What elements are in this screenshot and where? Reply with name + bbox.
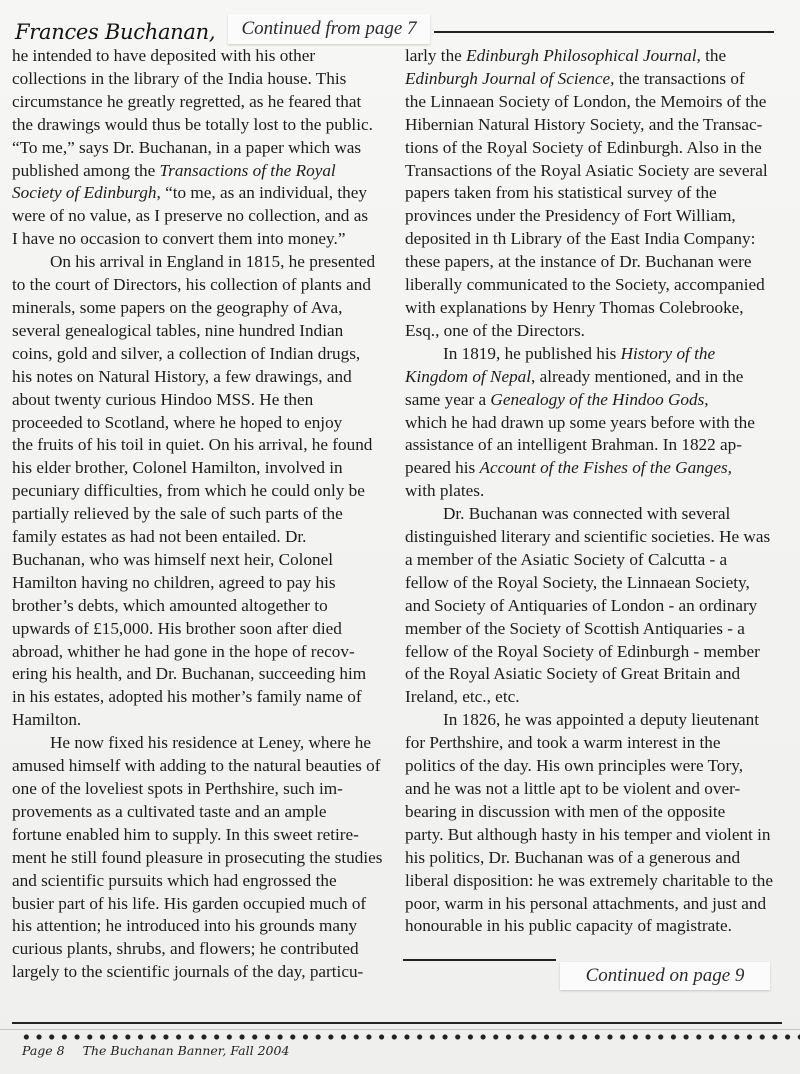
article-title: Frances Buchanan, [15,20,216,44]
text-line: which he had drawn up some years before with the [405,412,755,432]
text-line: his elder brother, Colonel Hamilton, involved in [12,458,343,478]
text-line: upwards of £15,000. His brother soon after died [12,618,342,638]
text-line: papers taken from his statistical survey of the [405,183,717,203]
text-line: larly the Edinburgh Philosophical Journal, the [405,46,727,65]
text-line: the Linnaean Society of London, the Memoirs of the [405,91,767,111]
text-line: for Perthshire, and took a warm interest in the [405,733,721,753]
text-line: I have no occasion to convert them into money.” [12,229,346,249]
text-line: to the court of Directors, his collection of plants and [12,275,371,295]
continued-rule [403,959,556,961]
text-line: bearing in discussion with men of the opposite [405,801,726,821]
text-line: He now fixed his residence at Leney, where he [50,733,372,753]
header-rule [434,31,774,33]
text-line: In 1819, he published his History of the [443,343,716,363]
text-line: brother’s debts, which amounted altogether to [12,595,328,615]
text-line: politics of the day. His own principles were Tory, [405,756,744,776]
text-line: published among the Transactions of the Royal [12,160,336,180]
continued-from-label: Continued from page 7 [228,14,430,44]
text-line: Hamilton. [12,710,82,730]
text-line: busier part of his life. His garden occupied much of [12,893,367,913]
text-line: provements as a cultivated taste and an ample [12,801,327,821]
text-line: collections in the library of the India house. This [12,68,347,88]
text-line: several genealogical tables, nine hundred Indian [12,320,344,340]
text-line: fellow of the Royal Society, the Linnaean Society, [405,572,750,592]
text-line: coins, gold and silver, a collection of Indian drugs, [12,343,361,363]
text-line: tions of the Royal Society of Edinburgh. Also in the [405,137,762,157]
italic-title: Kingdom of Nepal [405,366,532,386]
text-line: On his arrival in England in 1815, he presented [50,252,376,272]
text-line: a member of the Asiatic Society of Calcutta - a [405,549,728,569]
italic-title: Edinburgh Journal of Science, [405,68,615,88]
text-line: his attention; he introduced into his grounds many [12,916,358,936]
text-line: in his estates, adopted his mother’s family name of [12,687,362,707]
footer-rule [12,1022,782,1024]
text-line: and he was not a little apt to be violent and over- [405,779,741,798]
text-line: distinguished literary and scientific societies. He was [405,527,771,547]
text-line: peared his Account of the Fishes of the Ganges, [405,458,732,478]
text-line: his notes on Natural History, a few drawings, and [12,366,352,386]
text-line: Edinburgh Journal of Science, the transactions of [405,68,745,88]
text-line: fellow of the Royal Society of Edinburgh - member [405,641,760,661]
text-line: pecuniary difficulties, from which he could only be [12,481,365,501]
text-line: fortune enabled him to supply. In this sweet retire- [12,824,359,844]
text-line: Society of Edinburgh, “to me, as an individual, they [12,183,367,203]
text-line: abroad, whither he had gone in the hope of recov- [12,641,355,661]
text-line: “To me,” says Dr. Buchanan, in a paper which was [12,137,362,157]
left-column [12,45,400,984]
text-line: circumstance he greatly regretted, as he feared that [12,91,362,111]
text-line: partially relieved by the sale of such parts of the [12,504,343,524]
italic-title: Genealogy of the Hindoo Gods [490,389,705,409]
text-line: were of no value, as I preserve no collection, and as [12,206,369,226]
text-line: liberally communicated to the Society, accompanied [405,275,765,295]
text-line: he intended to have deposited with his other [12,46,316,65]
continued-on-label: Continued on page 9 [560,962,770,990]
text-line: the drawings would thus be totally lost to the public. [12,114,373,134]
right-column [405,45,780,938]
italic-title: History of the [620,343,716,363]
text-line: family estates as had not been entailed. Dr. [12,527,307,547]
text-line: one of the loveliest spots in Perthshire, such im- [12,779,343,798]
text-line: curious plants, shrubs, and flowers; he contributed [12,939,359,959]
text-line: his politics, Dr. Buchanan was of a generous and [405,847,741,867]
text-line: and scientific pursuits which had engrossed the [12,870,337,890]
publication-name: The Buchanan Banner, Fall 2004 [82,1043,290,1058]
text-line: amused himself with adding to the natural beauties of [12,756,381,776]
italic-title: Transactions of the Royal [159,160,336,180]
italic-title: Society of Edinburgh [12,183,157,203]
text-line: liberal disposition: he was extremely charitable to the [405,870,773,890]
text-line: assistance of an intelligent Brahman. In 1822 ap- [405,435,742,455]
text-line: deposited in th Library of the East India Company: [405,229,756,249]
text-line: poor, warm in his personal attachments, and just and [405,893,767,913]
page-footer [22,1043,303,1058]
text-line: largely to the scientific journals of the day, particu- [12,962,364,982]
text-line: Buchanan, who was himself next heir, Colonel [12,549,334,569]
text-line: party. But although hasty in his temper and violent in [405,824,771,844]
text-line: with explanations by Henry Thomas Colebrooke, [405,297,744,317]
footer-rule-thin [0,1029,800,1030]
italic-title: Account of the Fishes of the Ganges, [479,458,732,478]
italic-title: Edinburgh Philosophical Journal, [466,46,701,65]
text-line: with plates. [405,481,485,501]
text-line: Transactions of the Royal Asiatic Society are several [405,160,768,180]
text-line: ment he still found pleasure in prosecuting the studies [12,847,383,867]
text-line: Ireland, etc., etc. [405,687,520,707]
text-line: ering his health, and Dr. Buchanan, succeeding him [12,664,367,684]
text-line: In 1826, he was appointed a deputy lieutenant [443,710,759,730]
text-line: Esq., one of the Directors. [405,320,585,340]
text-line: provinces under the Presidency of Fort William, [405,206,736,226]
text-line: Hamilton having no children, agreed to pay his [12,572,336,592]
page-number: Page 8 [22,1043,65,1058]
text-line: the fruits of his toil in quiet. On his arrival, he found [12,435,373,455]
text-line: honourable in his public capacity of magistrate. [405,916,732,936]
text-line: Hibernian Natural History Society, and the Transac- [405,114,763,134]
text-line: about twenty curious Hindoo MSS. He then [12,389,314,409]
text-line: proceeded to Scotland, where he hoped to enjoy [12,412,343,432]
text-line: of the Royal Asiatic Society of Great Britain and [405,664,741,684]
text-line: minerals, some papers on the geography of Ava, [12,297,343,317]
text-line: Kingdom of Nepal, already mentioned, and in the [405,366,744,386]
text-line: Dr. Buchanan was connected with several [443,504,731,524]
text-line: and Society of Antiquaries of London - an ordinary [405,595,758,615]
text-line: member of the Society of Scottish Antiquaries - a [405,618,745,638]
dotted-divider [20,1032,800,1042]
text-line: these papers, at the instance of Dr. Buchanan were [405,252,752,272]
text-line: same year a Genealogy of the Hindoo Gods, [405,389,709,409]
